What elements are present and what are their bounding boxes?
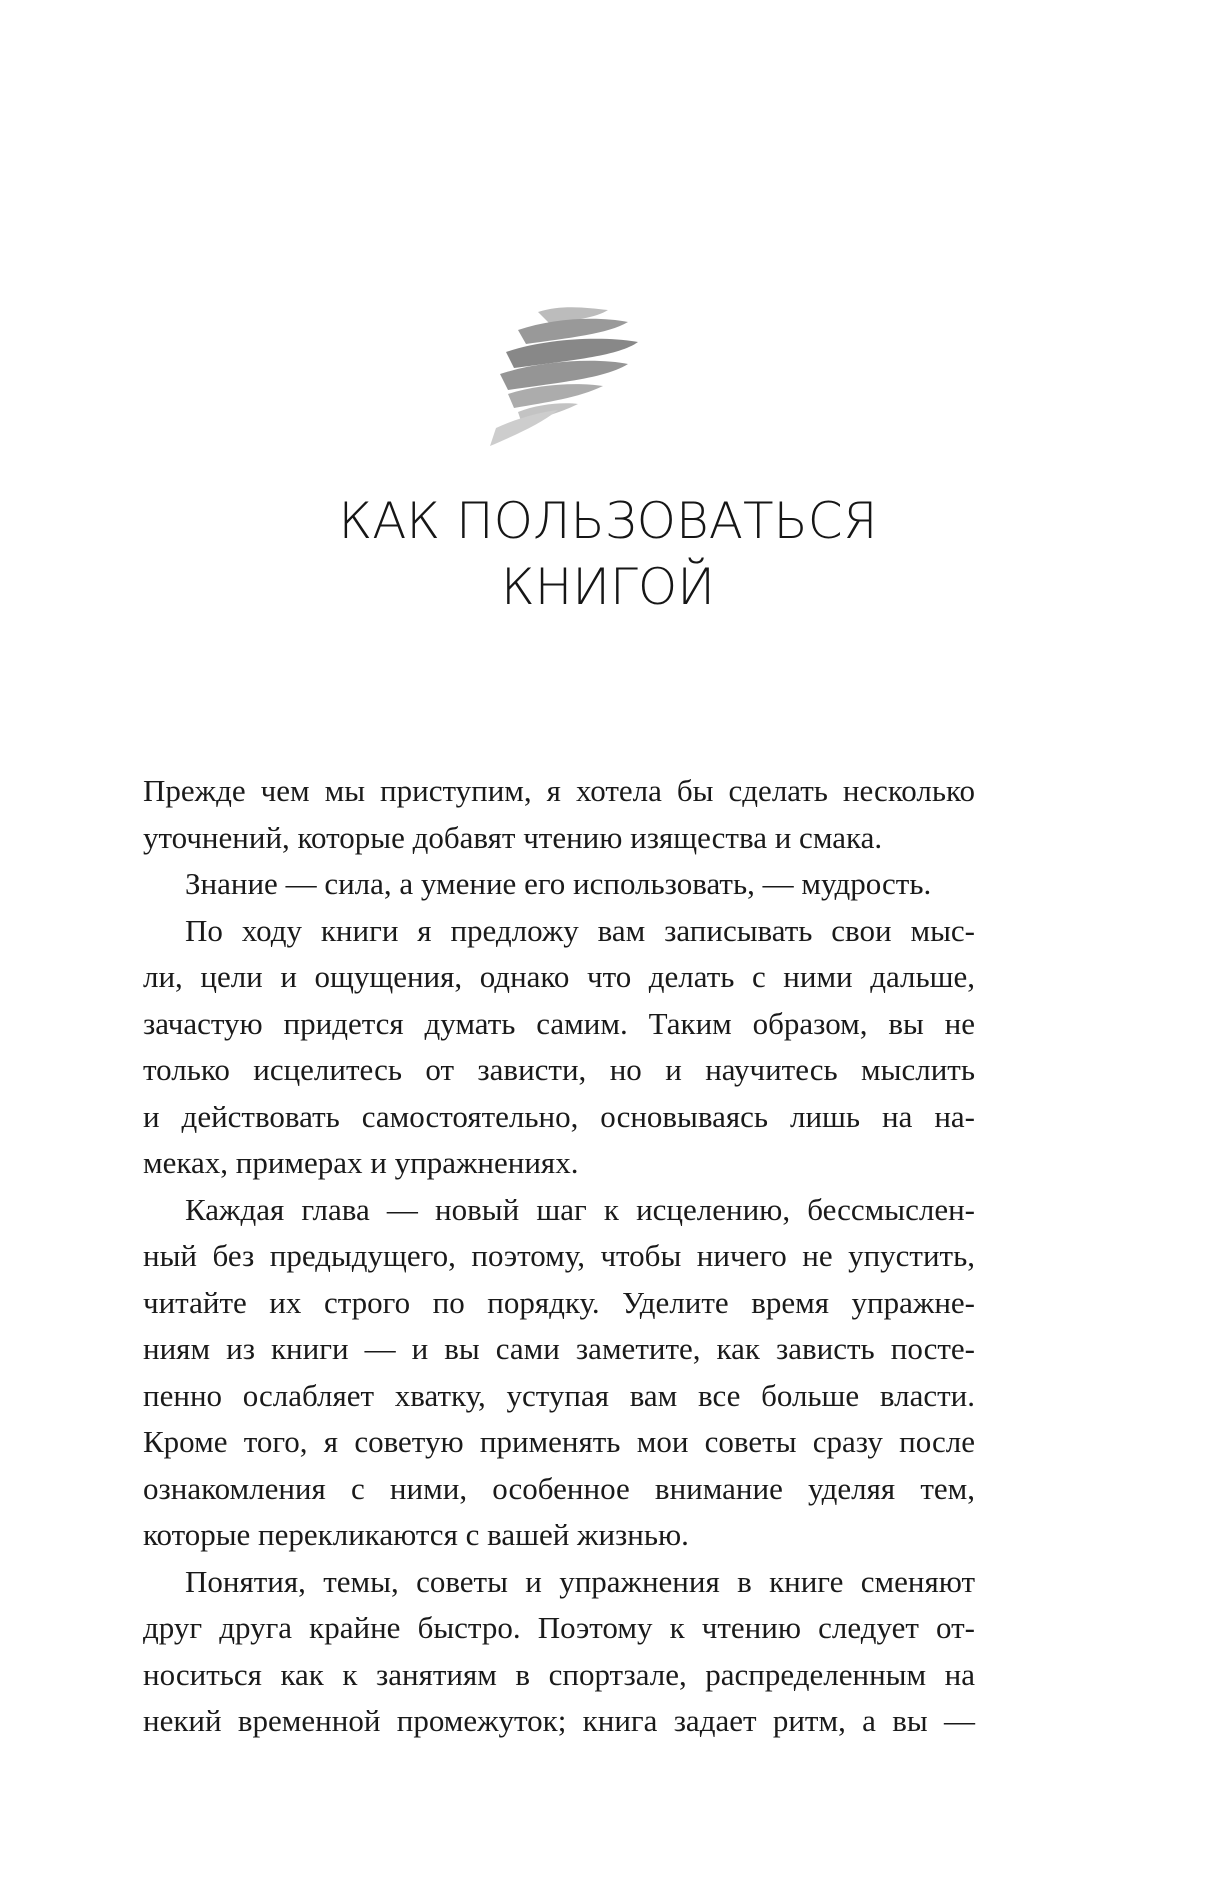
text-line: Кроме того, я советую применять мои советы сразу после [143, 1424, 975, 1459]
brush-stroke-icon [478, 300, 648, 450]
text-line: носиться как к занятиям в спортзале, распределенным на [143, 1656, 975, 1692]
text-line: По ходу книги я предложу вам записывать свои мыс- [185, 912, 975, 948]
text-line: пенно ослабляет хватку, уступая вам все больше власти. [143, 1377, 975, 1413]
text-line: некий временной промежуток; книга задает ритм, а вы — [143, 1703, 975, 1738]
paragraph-2 [143, 861, 975, 908]
body-text [143, 768, 975, 1745]
text-line: Каждая глава — новый шаг к исцелению, бессмыслен- [185, 1191, 975, 1227]
text-line: и действовать самостоятельно, основываясь лишь на на- [143, 1098, 975, 1134]
text-line: Знание — сила, а умение его использовать, — мудрость. [185, 866, 932, 901]
chapter-title-line-2: КНИГОЙ [501, 558, 715, 616]
text-line: друг друга крайне быстро. Поэтому к чтению следует от- [143, 1610, 975, 1645]
text-line: которые перекликаются с вашей жизнью. [143, 1517, 689, 1552]
paragraph-4 [143, 1187, 975, 1559]
text-line: ный без предыдущего, поэтому, чтобы ничего не упустить, [143, 1238, 975, 1273]
paragraph-1 [143, 768, 975, 861]
chapter-title-line-1: КАК ПОЛЬЗОВАТЬСЯ [338, 492, 878, 550]
text-line: только исцелитесь от зависти, но и научитесь мыслить [143, 1052, 975, 1087]
text-line: Понятия, темы, советы и упражнения в книге сменяют [185, 1563, 975, 1599]
text-line: уточнений, которые добавят чтению изящества и смака. [143, 819, 883, 855]
text-line: ниям из книги — и вы сами заметите, как зависть посте- [143, 1331, 975, 1366]
text-line: меках, примерах и упражнениях. [143, 1145, 579, 1180]
paragraph-3 [143, 908, 975, 1187]
text-line: зачастую придется думать самим. Таким образом, вы не [143, 1005, 975, 1041]
text-line: читайте их строго по порядку. Уделите время упражне- [143, 1284, 975, 1320]
text-line: Прежде чем мы приступим, я хотела бы сделать несколько [143, 773, 975, 808]
text-line: ознакомления с ними, особенное внимание уделяя тем, [143, 1470, 975, 1506]
text-line: ли, цели и ощущения, однако что делать с ними дальше, [143, 959, 975, 994]
chapter-title [0, 488, 1216, 620]
paragraph-5 [143, 1559, 975, 1745]
